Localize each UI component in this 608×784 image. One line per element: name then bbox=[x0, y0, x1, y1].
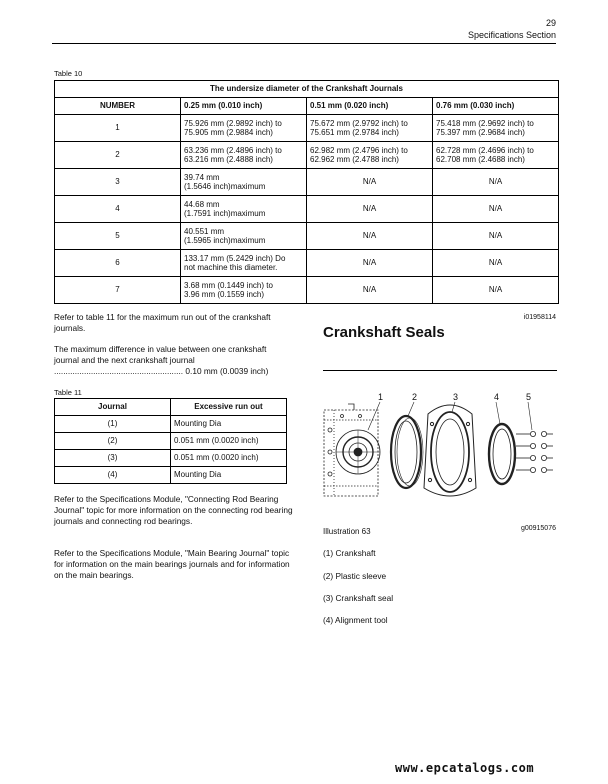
table10-header-051: 0.51 mm (0.020 inch) bbox=[307, 98, 433, 115]
cell: N/A bbox=[307, 223, 433, 250]
callout-3: 3 bbox=[453, 392, 459, 402]
row-number: 5 bbox=[55, 223, 181, 250]
callout-4: 4 bbox=[494, 392, 500, 402]
reference-id: i01958114 bbox=[523, 314, 556, 321]
crankshaft-seal-drawing bbox=[424, 405, 476, 496]
table10-caption: Table 10 bbox=[54, 69, 83, 78]
runout-cell: Mounting Dia bbox=[171, 416, 287, 433]
row-number: 1 bbox=[55, 115, 181, 142]
cell: 75.926 mm (2.9892 inch) to 75.905 mm (2.9884 inch) bbox=[181, 115, 307, 142]
cell: 3.68 mm (0.1449 inch) to 3.96 mm (0.1559 inch) bbox=[181, 277, 307, 304]
leader-dots: ........................................................ bbox=[54, 366, 184, 376]
row-number: 3 bbox=[55, 169, 181, 196]
table-row bbox=[55, 223, 559, 250]
cell: 62.982 mm (2.4796 inch) to 62.962 mm (2.4788 inch) bbox=[307, 142, 433, 169]
cell: 75.672 mm (2.9792 inch) to 75.651 mm (2.9784 inch) bbox=[307, 115, 433, 142]
cell: N/A bbox=[307, 169, 433, 196]
cell: 133.17 mm (5.2429 inch) Do not machine this diameter. bbox=[181, 250, 307, 277]
callout-1: 1 bbox=[378, 392, 384, 402]
section-title: Specifications Section bbox=[467, 30, 556, 40]
runout-cell: Mounting Dia bbox=[171, 467, 287, 484]
table10-header-025: 0.25 mm (0.010 inch) bbox=[181, 98, 307, 115]
cell: N/A bbox=[433, 196, 559, 223]
table-row bbox=[55, 277, 559, 304]
row-number: 2 bbox=[55, 142, 181, 169]
cell: N/A bbox=[433, 223, 559, 250]
illustration-id: g00915076 bbox=[520, 525, 556, 532]
list-item: (2) Plastic sleeve bbox=[323, 571, 387, 581]
watermark-link[interactable]: www.epcatalogs.com bbox=[395, 761, 535, 775]
row-number: 6 bbox=[55, 250, 181, 277]
table10 bbox=[54, 80, 559, 304]
section-heading: Crankshaft Seals bbox=[323, 324, 445, 341]
table10-header-number: NUMBER bbox=[55, 98, 181, 115]
connecting-rod-reference-text: Refer to the Specifications Module, "Connecting Rod Bearing Journal" topic for more information on the connecting rod bearing journals and connecting rod bearings. bbox=[54, 494, 293, 526]
runout-cell: 0.051 mm (0.0020 inch) bbox=[171, 433, 287, 450]
cell: 39.74 mm (1.5646 inch)maximum bbox=[181, 169, 307, 196]
table-row bbox=[55, 142, 559, 169]
heading-rule bbox=[323, 370, 557, 371]
journal-cell: (2) bbox=[55, 433, 171, 450]
cell: 44.68 mm (1.7591 inch)maximum bbox=[181, 196, 307, 223]
list-item: (4) Alignment tool bbox=[323, 615, 388, 625]
max-difference-value-line bbox=[54, 366, 294, 377]
main-bearing-reference-text: Refer to the Specifications Module, "Main Bearing Journal" topic for information on the main bearings journals and for information on the main bearings. bbox=[54, 548, 290, 580]
table11-caption: Table 11 bbox=[54, 388, 82, 397]
page-number: 29 bbox=[545, 18, 556, 28]
cell: N/A bbox=[433, 277, 559, 304]
cell: 62.728 mm (2.4696 inch) to 62.708 mm (2.4688 inch) bbox=[433, 142, 559, 169]
table-row bbox=[55, 115, 559, 142]
cell: N/A bbox=[433, 169, 559, 196]
journal-cell: (1) bbox=[55, 416, 171, 433]
table11-header-runout: Excessive run out bbox=[171, 399, 287, 416]
table-row bbox=[55, 196, 559, 223]
table-row bbox=[55, 467, 287, 484]
cell: 63.236 mm (2.4896 inch) to 63.216 mm (2.4888 inch) bbox=[181, 142, 307, 169]
illustration-label: Illustration 63 bbox=[323, 527, 371, 536]
alignment-tool-drawing bbox=[489, 424, 515, 484]
cell: N/A bbox=[307, 196, 433, 223]
list-item: (3) Crankshaft seal bbox=[323, 593, 394, 603]
runout-reference-text: Refer to table 11 for the maximum run out of the crankshaft journals. bbox=[54, 312, 271, 333]
table-row bbox=[55, 433, 287, 450]
row-number: 4 bbox=[55, 196, 181, 223]
crankshaft-seal-illustration bbox=[320, 390, 560, 508]
max-difference-text: The maximum difference in value between one crankshaft journal and the next crankshaft journal bbox=[54, 344, 267, 365]
engine-block-drawing bbox=[324, 404, 380, 496]
journal-cell: (3) bbox=[55, 450, 171, 467]
table-row bbox=[55, 250, 559, 277]
row-number: 7 bbox=[55, 277, 181, 304]
table-row bbox=[55, 169, 559, 196]
callout-5: 5 bbox=[526, 392, 532, 402]
table-row bbox=[55, 450, 287, 467]
table10-header-076: 0.76 mm (0.030 inch) bbox=[433, 98, 559, 115]
table11-header-journal: Journal bbox=[55, 399, 171, 416]
table-row bbox=[55, 416, 287, 433]
max-difference-value: 0.10 mm (0.0039 inch) bbox=[185, 366, 269, 376]
journal-cell: (4) bbox=[55, 467, 171, 484]
table10-title: The undersize diameter of the Crankshaft Journals bbox=[55, 81, 559, 98]
table11 bbox=[54, 398, 287, 484]
runout-cell: 0.051 mm (0.0020 inch) bbox=[171, 450, 287, 467]
cell: 75.418 mm (2.9692 inch) to 75.397 mm (2.9684 inch) bbox=[433, 115, 559, 142]
bolt-drawings bbox=[516, 431, 553, 472]
cell: N/A bbox=[307, 277, 433, 304]
list-item: (1) Crankshaft bbox=[323, 548, 376, 558]
header-rule bbox=[52, 43, 556, 44]
callout-2: 2 bbox=[412, 392, 418, 402]
cell: N/A bbox=[307, 250, 433, 277]
cell: N/A bbox=[433, 250, 559, 277]
plastic-sleeve-drawing bbox=[391, 416, 423, 488]
cell: 40.551 mm (1.5965 inch)maximum bbox=[181, 223, 307, 250]
